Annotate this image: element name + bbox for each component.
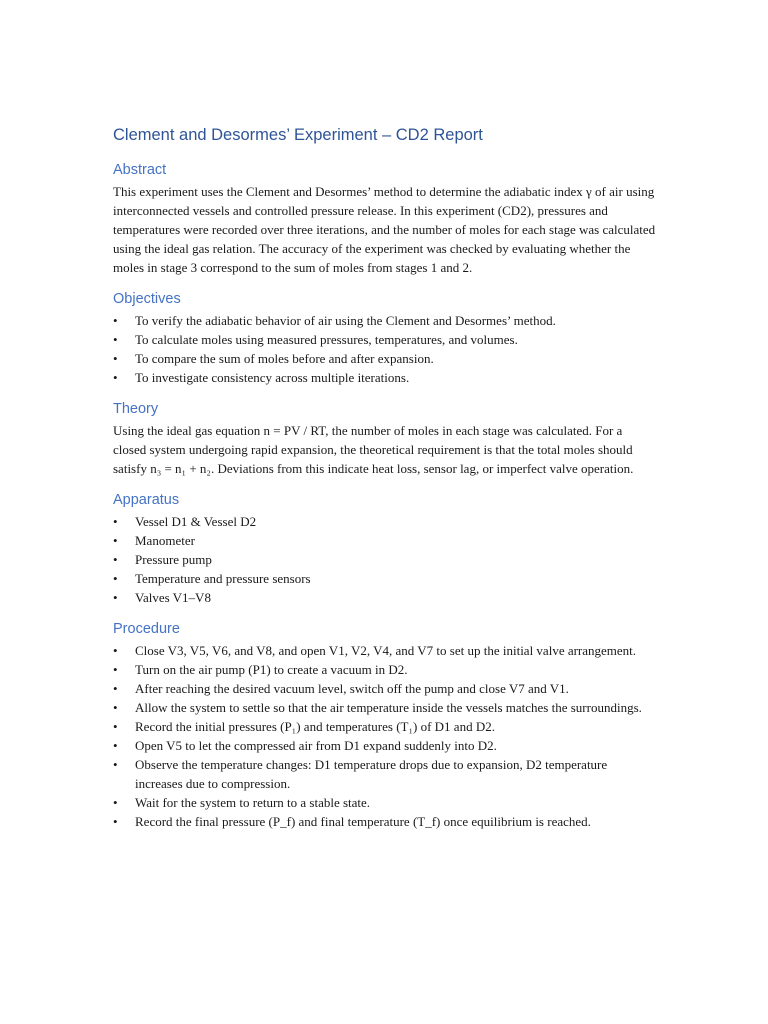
list-item-text: Open V5 to let the compressed air from D1 expand suddenly into D2. (135, 738, 497, 753)
apparatus-heading: Apparatus (113, 492, 180, 508)
bullet-icon: • (113, 332, 118, 347)
list-item-text: Valves V1–V8 (135, 590, 211, 605)
list-item (113, 330, 658, 349)
list-item-text: To compare the sum of moles before and after expansion. (135, 351, 434, 366)
bullet-icon: • (113, 719, 118, 734)
theory-heading: Theory (113, 401, 159, 417)
list-item-text: Record the initial pressures (P₁) and temperatures (T₁) of D1 and D2. (135, 719, 495, 734)
objectives-heading: Objectives (113, 291, 181, 307)
objectives-list (113, 311, 658, 387)
bullet-icon: • (113, 590, 118, 605)
bullet-icon: • (113, 700, 118, 715)
bullet-icon: • (113, 643, 118, 658)
list-item (113, 736, 658, 755)
procedure-heading: Procedure (113, 621, 180, 637)
bullet-icon: • (113, 681, 118, 696)
bullet-icon: • (113, 814, 118, 829)
list-item (113, 755, 658, 793)
list-item (113, 812, 658, 831)
list-item (113, 512, 658, 531)
list-item (113, 660, 658, 679)
document-page (113, 124, 658, 843)
list-item-text: To calculate moles using measured pressures, temperatures, and volumes. (135, 332, 518, 347)
list-item-text: Wait for the system to return to a stable state. (135, 795, 371, 810)
list-item (113, 793, 658, 812)
list-item (113, 569, 658, 588)
list-item-text: Allow the system to settle so that the air temperature inside the vessels matches the surroundings. (135, 700, 642, 715)
bullet-icon: • (113, 313, 118, 328)
document-title: Clement and Desormes’ Experiment – CD2 Report (113, 126, 483, 144)
list-item (113, 349, 658, 368)
list-item (113, 531, 658, 550)
list-item-text: To verify the adiabatic behavior of air using the Clement and Desormes’ method. (135, 313, 556, 328)
list-item (113, 717, 658, 736)
bullet-icon: • (113, 514, 118, 529)
bullet-icon: • (113, 370, 118, 385)
list-item-text: Pressure pump (135, 552, 212, 567)
list-item-text: Observe the temperature changes: D1 temperature drops due to expansion, D2 temperature increases due to compression. (135, 757, 608, 791)
list-item-text: Turn on the air pump (P1) to create a vacuum in D2. (135, 662, 408, 677)
list-item-text: Close V3, V5, V6, and V8, and open V1, V2, V4, and V7 to set up the initial valve arrangement. (135, 643, 637, 658)
apparatus-list (113, 512, 658, 607)
list-item-text: To investigate consistency across multiple iterations. (135, 370, 410, 385)
bullet-icon: • (113, 738, 118, 753)
list-item-text: Record the final pressure (P_f) and final temperature (T_f) once equilibrium is reached. (135, 814, 591, 829)
abstract-text: This experiment uses the Clement and Desormes’ method to determine the adiabatic index γ of air using interconnected vessels and controlled pressure release. In this experiment (CD2), pressures and temperatures were recorded over three iterations, and the number of moles for each stage was calculated using the ideal gas relation. The accuracy of the experiment was checked by evaluating whether the moles in stage 3 correspond to the sum of moles from stages 1 and 2. (113, 184, 656, 275)
list-item (113, 368, 658, 387)
list-item (113, 698, 658, 717)
list-item (113, 641, 658, 660)
list-item-text: Manometer (135, 533, 195, 548)
bullet-icon: • (113, 571, 118, 586)
bullet-icon: • (113, 533, 118, 548)
list-item-text: Temperature and pressure sensors (135, 571, 311, 586)
list-item-text: Vessel D1 & Vessel D2 (135, 514, 257, 529)
bullet-icon: • (113, 757, 118, 772)
list-item (113, 679, 658, 698)
abstract-heading: Abstract (113, 162, 167, 178)
theory-text: Using the ideal gas equation n = PV / RT, the number of moles in each stage was calculated. For a closed system undergoing rapid expansion, the theoretical requirement is that the total moles should satisfy n₃ = n₁ + n₂. Deviations from this indicate heat loss, sensor lag, or imperfect valve operation. (113, 423, 634, 476)
procedure-list (113, 641, 658, 831)
list-item (113, 550, 658, 569)
list-item (113, 588, 658, 607)
bullet-icon: • (113, 552, 118, 567)
list-item (113, 311, 658, 330)
list-item-text: After reaching the desired vacuum level, switch off the pump and close V7 and V1. (135, 681, 569, 696)
bullet-icon: • (113, 662, 118, 677)
bullet-icon: • (113, 351, 118, 366)
bullet-icon: • (113, 795, 118, 810)
